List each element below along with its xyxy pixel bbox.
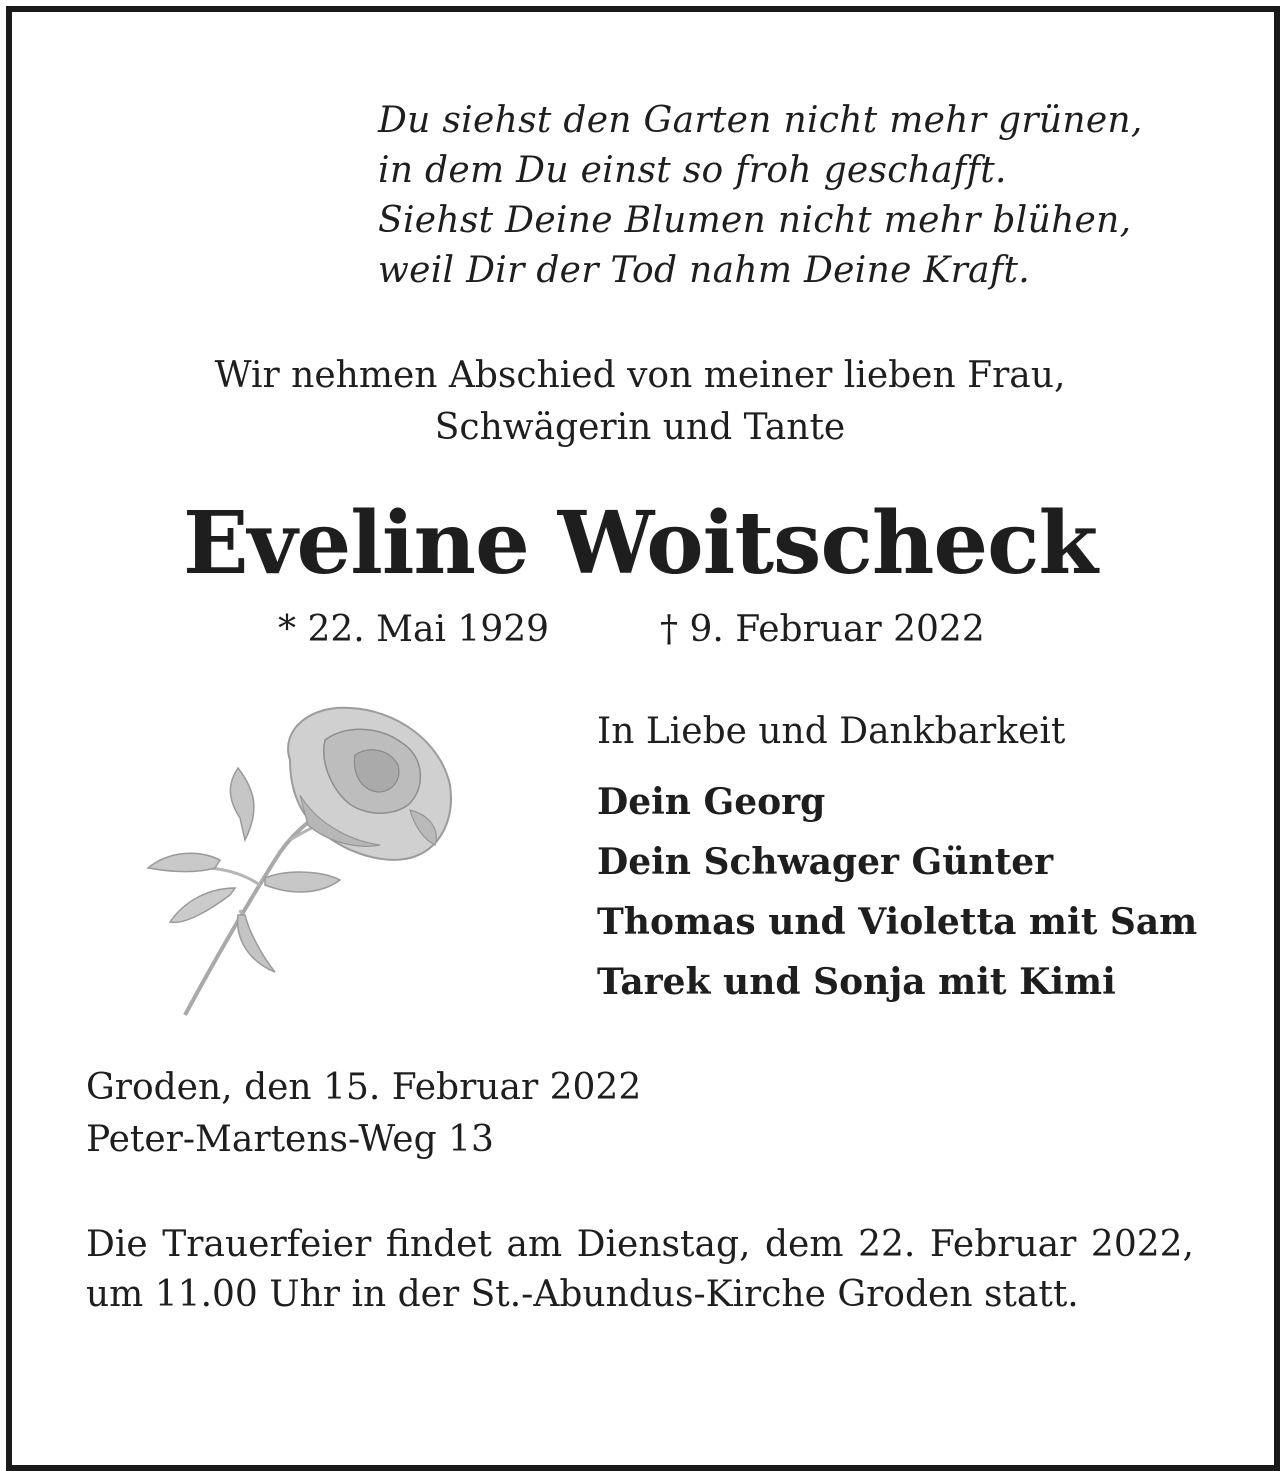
rose-icon <box>140 700 460 1020</box>
mourner-name: Thomas und Violetta mit Sam <box>597 901 1198 943</box>
farewell-line: Schwägerin und Tante <box>434 407 846 448</box>
mourner-name: Dein Georg <box>597 781 826 823</box>
place-and-address <box>86 1062 641 1166</box>
place-date: Groden, den 15. Februar 2022 <box>86 1067 642 1108</box>
poem-line: Du siehst den Garten nicht mehr grünen, <box>378 100 1143 141</box>
gratitude-line: In Liebe und Dankbarkeit <box>597 711 1066 752</box>
poem-line: Siehst Deine Blumen nicht mehr blühen, <box>378 200 1132 241</box>
poem <box>378 96 1143 296</box>
deceased-name: Eveline Woitscheck <box>182 493 1098 594</box>
address: Peter-Martens-Weg 13 <box>86 1119 494 1160</box>
birth-date: * 22. Mai 1929 <box>278 609 550 650</box>
farewell-text <box>0 350 1280 454</box>
poem-line: weil Dir der Tod nahm Deine Kraft. <box>378 250 1031 291</box>
farewell-line: Wir nehmen Abschied von meiner lieben Frau, <box>214 355 1066 396</box>
mourners-list <box>597 772 1197 1012</box>
death-date: † 9. Februar 2022 <box>660 609 985 650</box>
mourner-name: Tarek und Sonja mit Kimi <box>597 961 1116 1003</box>
poem-line: in dem Du einst so froh geschafft. <box>378 150 1007 191</box>
service-notice: Die Trauerfeier findet am Dienstag, dem 22. Februar 2022, um 11.00 Uhr in der St.-Abundus-Kirche Groden statt. <box>86 1224 1194 1315</box>
mourner-name: Dein Schwager Günter <box>597 841 1054 883</box>
